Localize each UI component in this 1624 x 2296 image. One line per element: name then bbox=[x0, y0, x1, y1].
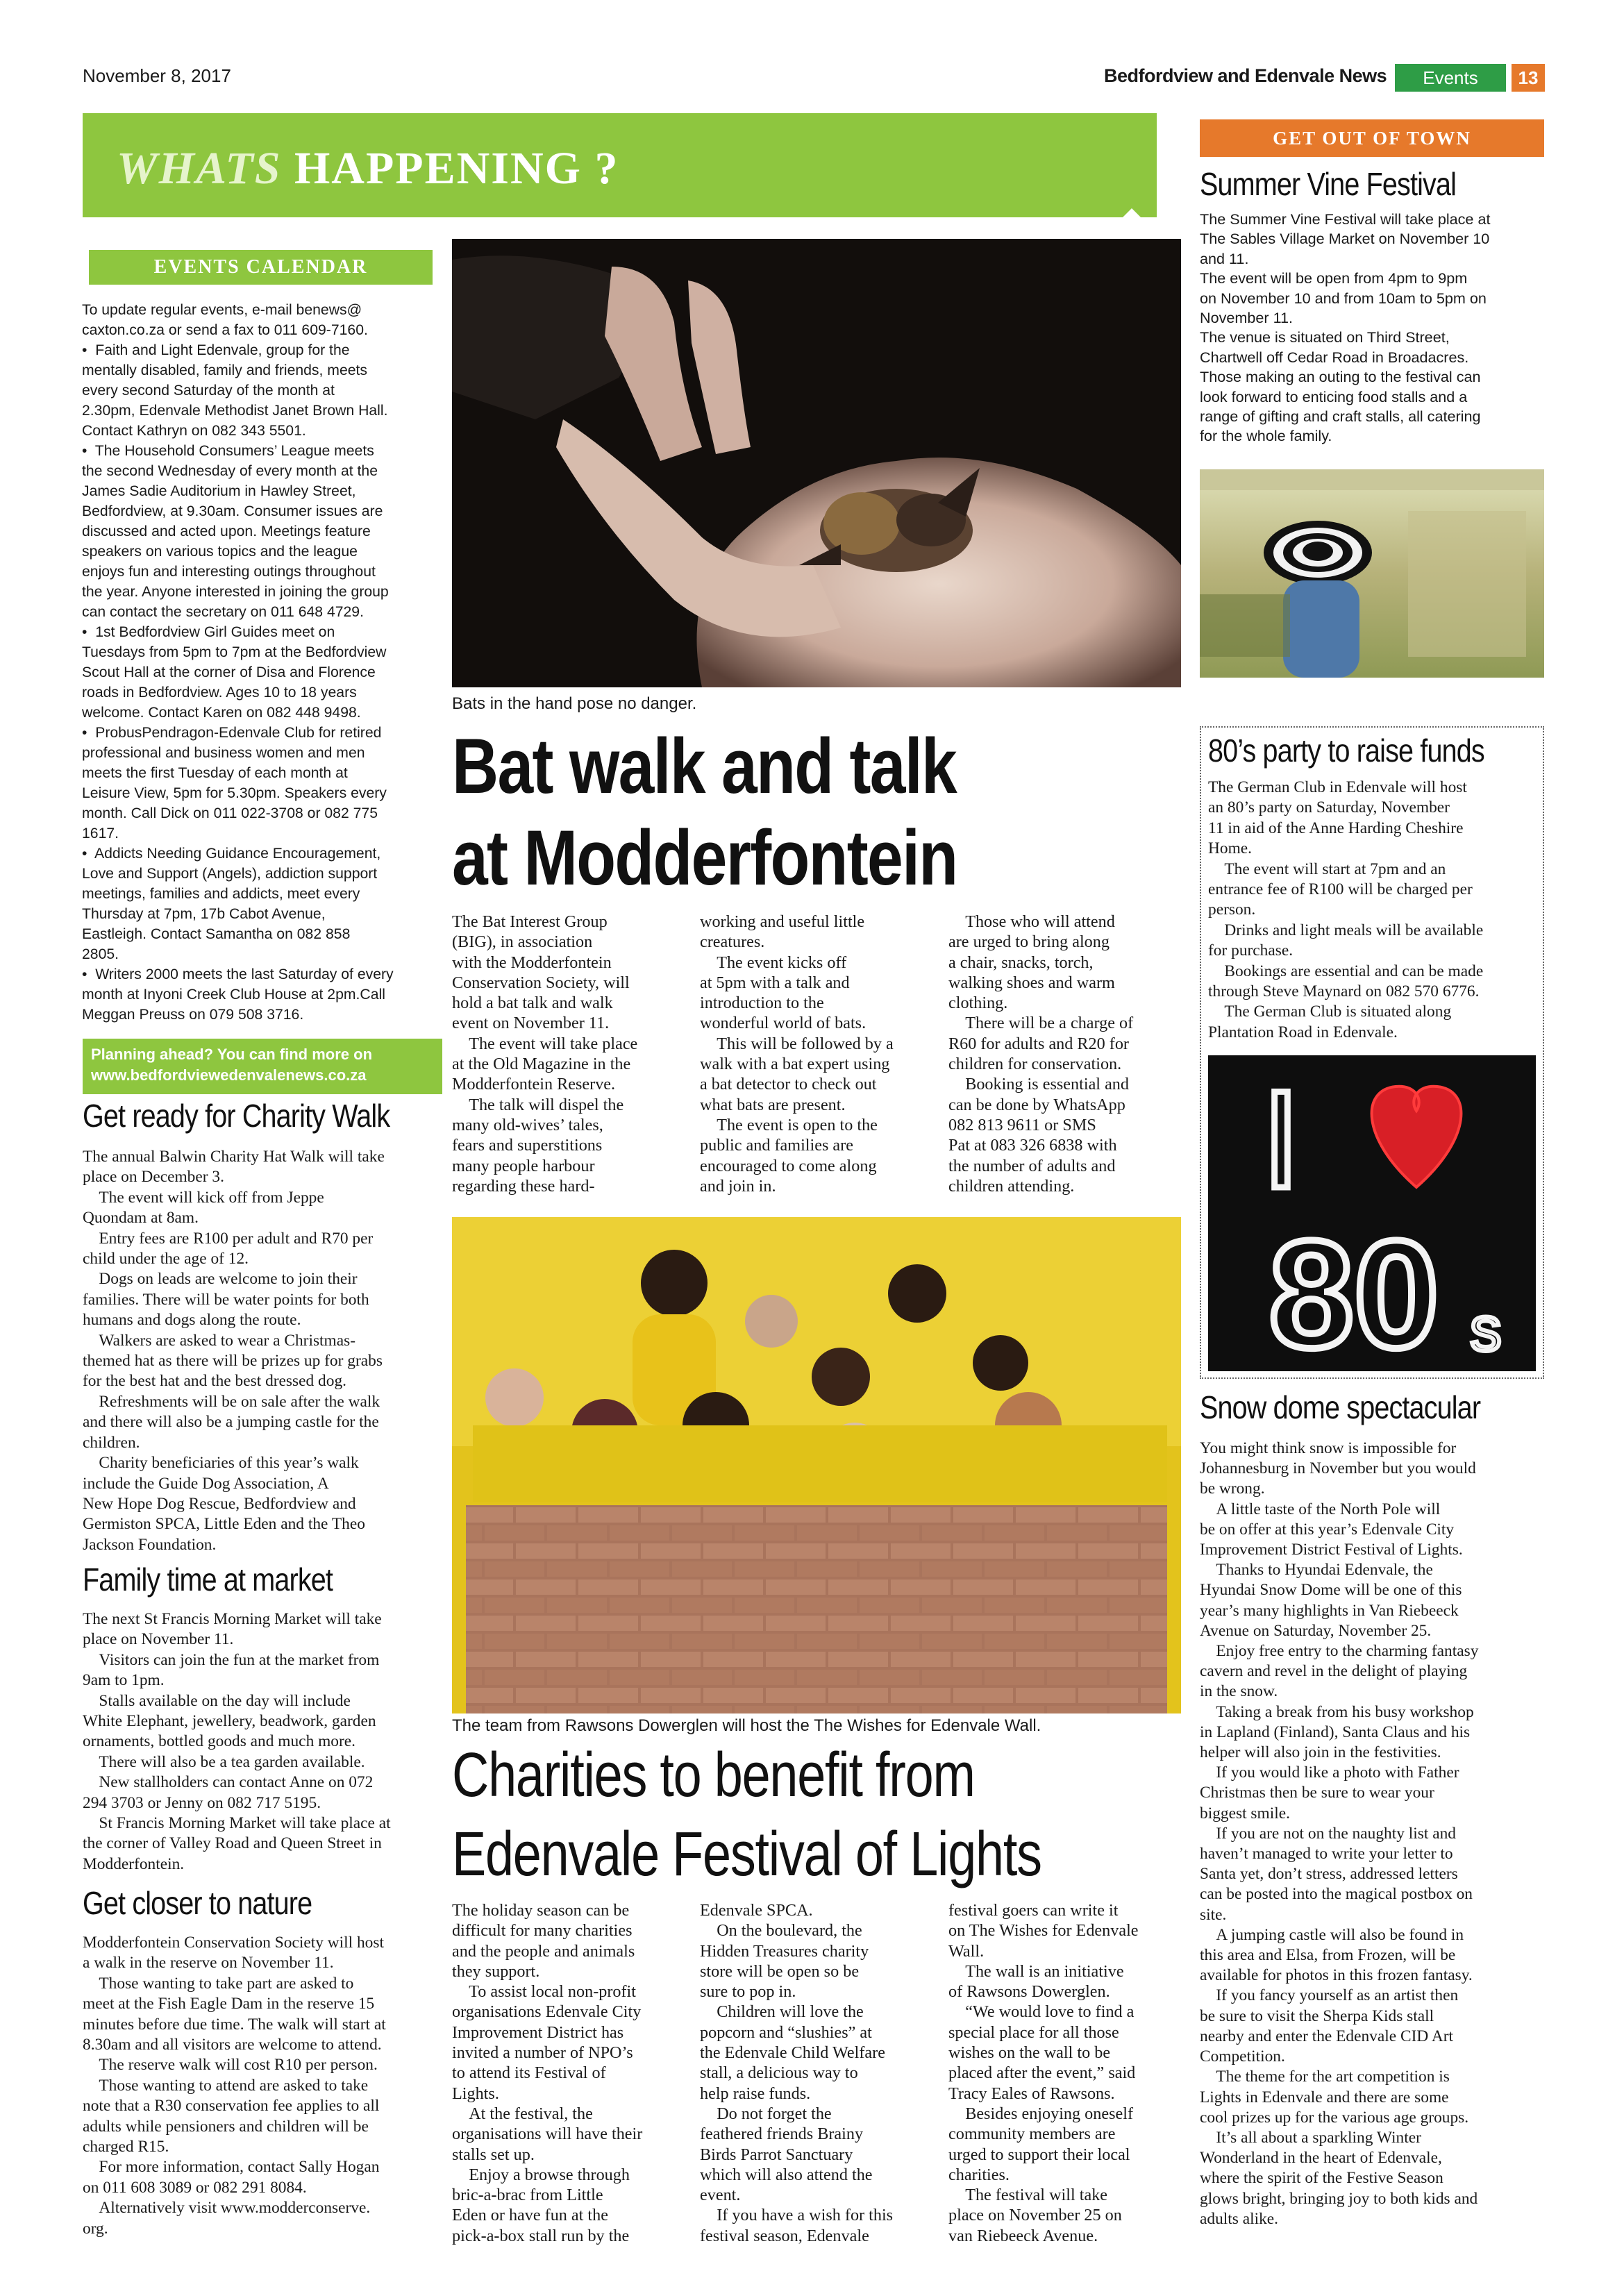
festival-headline-line-1: Charities to benefit from bbox=[452, 1741, 975, 1810]
bat-story-column-3: Those who will attend are urged to bring along a chair, snacks, torch, walking shoes and warm clothing. There will be a charge of R60 for adults and R20 for children for conservation. Booking is essential and can be done by WhatsApp 082 813 9611 or SMS Pat at 083 326 6838 with the number of adults and children attending. bbox=[948, 912, 1134, 1196]
summer-vine-poster bbox=[1200, 469, 1544, 678]
events-calendar-body: To update regular events, e-mail benews@ caxton.co.za or send a fax to 011 609-7160. • Faith and Light Edenvale, group for the mentally disabled, family and friends, meets every second Saturday of the month at 2.30pm, Edenvale Methodist Janet Brown Hall. Contact Kathryn on 082 343 5501. • The Household Consumers’ League meets the second Wednesday of every month at the James Sadie Auditorium in Hawley Street, Bedfordview, at 9.30am. Consumer issues are discussed and acted upon. Meetings feature speakers on various topics and the league enjoys fun and interesting outings throughout the year. Anyone interested in joining the group can contact the secretary on 011 648 4729. • 1st Bedfordview Girl Guides meet on Tuesdays from 5pm to 7pm at the Bedfordview Scout Hall at the corner of Disa and Florence roads in Bedfordview. Ages 10 to 18 years welcome. Contact Karen on 082 448 9498. • ProbusPendragon-Edenvale Club for retired professional and business women and men meets the first Tuesday of each month at Leisure View, 5pm for 5.30pm. Speakers every month. Call Dick on 011 022-3708 or 082 775 1617. • Addicts Needing Guidance Encouragement, Love and Support (Angels), addiction support meetings, families and addicts, meet every Thursday at 7pm, 17b Cabot Avenue, Eastleigh. Contact Samantha on 082 858 2805. • Writers 2000 meets the last Saturday of every month at Inyoni Creek Club House at 2pm.Call Meggan Preuss on 079 508 3716. bbox=[82, 302, 394, 1023]
nature-body: Modderfontein Conservation Society will host a walk in the reserve on November 11. Those wanting to take part are asked to meet at the Fish Eagle Dam in the reserve 15 minutes before due time. The walk will start at 8.30am and all visitors are welcome to attend. The reserve walk will cost R10 per person. Those wanting to attend are asked to take note that a R30 conservation fee applies to all adults while pensioners and children will be charged R15. For more information, contact Sally Hogan on 011 608 3089 or 082 291 8084. Alternatively visit www.modderconserve. org. bbox=[83, 1934, 386, 2238]
banner-title-italic: WHATS bbox=[117, 143, 282, 194]
sign-letter-i: I bbox=[1262, 1062, 1300, 1217]
team-photo-image bbox=[452, 1217, 1181, 1713]
festival-story-column-2: Edenvale SPCA. On the boulevard, the Hidden Treasures charity store will be open so be sure to pop in. Children will love the popcorn and “slushies” at the Edenvale Child Welfare stall, a delicious way to help raise funds. Do not forget the feathered friends Brainy Birds Parrot Sanctuary which will also attend the event. If you have a wish for this festival season, Edenvale bbox=[700, 1901, 894, 2245]
festival-headline-line-2: Edenvale Festival of Lights bbox=[452, 1820, 1041, 1889]
planning-ahead-box bbox=[83, 1039, 442, 1094]
snow-dome-heading bbox=[1200, 1389, 1526, 1426]
snow-dome-heading-text: Snow dome spectacular bbox=[1200, 1389, 1481, 1425]
i-love-80s-sign bbox=[1208, 1055, 1536, 1371]
newspaper-name: Bedfordview and Edenvale News bbox=[1104, 65, 1387, 86]
team-photo-caption: The team from Rawsons Dowerglen will host the The Wishes for Edenvale Wall. bbox=[452, 1716, 1041, 1735]
summer-vine-body: The Summer Vine Festival will take place at The Sables Village Market on November 10 and 11. The event will be open from 4pm to 9pm on November 10 and from 10am to 5pm on November 11. The venue is situated on Third Street, Chartwell off Cedar Road in Broadacres. Those making an outing to the festival can look forward to enticing food stalls and a range of gifting and craft stalls, all catering for the whole family. bbox=[1200, 210, 1491, 445]
bat-photo-image bbox=[452, 239, 1181, 687]
snow-dome-body: You might think snow is impossible for Johannesburg in November but you would be wrong. A little taste of the North Pole will be on offer at this year’s Edenvale City Improvement District Festival of Lights. Thanks to Hyundai Edenvale, the Hyundai Snow Dome will be one of this year’s many highlights in Van Riebeeck Avenue on Saturday, November 25. Enjoy free entry to the charming fantasy cavern and revel in the delight of playing in the snow. Taking a break from his busy workshop in Lapland (Finland), Santa Claus and his helper will also join in the festivities. If you would like a photo with Father Christmas then be sure to wear your biggest smile. If you are not on the naughty list and haven’t managed to write your letter to Santa yet, don’t stress, addressed letters can be posted into the magical postbox on site. A jumping castle will also be found in this area and Elsa, from Frozen, will be available for photos in this frozen fantasy. If you fancy yourself as an artist then be sure to visit the Sherpa Kids stall nearby and enter the Edenvale CID Art Competition. The theme for the art competition is Lights in Edenvale and there are some cool prizes up for the various age groups. It’s all about a sparkling Winter Wonderland in the heart of Edenvale, where the spirit of the Festive Season glows bright, bringing joy to both kids and adults alike. bbox=[1200, 1439, 1479, 2228]
charity-walk-heading bbox=[83, 1097, 440, 1134]
page-number: 13 bbox=[1512, 64, 1545, 92]
summer-vine-heading bbox=[1200, 165, 1498, 203]
festival-story-column-1: The holiday season can be difficult for many charities and the people and animals they support. To assist local non-profit organisations Edenvale City Improvement District has invited a number of NPO’s to attend its Festival of Lights. At the festival, the organisations will have their stalls set up. Enjoy a browse through bric-a-brac from Little Eden or have fun at the pick-a-box stall run by the bbox=[452, 1901, 643, 2245]
party-80s-heading bbox=[1208, 732, 1530, 769]
bat-story-column-1: The Bat Interest Group (BIG), in association with the Modderfontein Conservation Society, will hold a bat talk and walk event on November 11. The event will take place at the Old Magazine in the Modderfontein Reserve. The talk will dispel the many old-wives’ tales, fears and superstitions many people harbour regarding these hard- bbox=[452, 912, 638, 1196]
summer-vine-poster-image bbox=[1200, 469, 1544, 678]
family-market-heading-text: Family time at market bbox=[83, 1561, 333, 1598]
charity-walk-body: The annual Balwin Charity Hat Walk will take place on December 3. The event will kick off from Jeppe Quondam at 8am. Entry fees are R100 per adult and R70 per child under the age of 12. Dogs on leads are welcome to join their families. There will be water points for both humans and dogs along the route. Walkers are asked to wear a Christmas- themed hat as there will be prizes up for grabs for the best hat and the best dressed dog. Refreshments will be on sale after the walk and there will also be a jumping castle for the children. Charity beneficiaries of this year’s walk include the Guide Dog Association, A New Hope Dog Rescue, Bedfordview and Germiston SPCA, Little Eden and the Theo Jackson Foundation. bbox=[83, 1148, 385, 1554]
banner-notch bbox=[1111, 208, 1153, 229]
events-calendar-heading: EVENTS CALENDAR bbox=[89, 250, 433, 285]
nature-heading-text: Get closer to nature bbox=[83, 1885, 312, 1921]
sign-letter-s: s bbox=[1470, 1295, 1502, 1364]
banner-title bbox=[117, 142, 619, 195]
party-80s-heading-text: 80’s party to raise funds bbox=[1208, 732, 1484, 769]
i-love-80s-image bbox=[1208, 1055, 1536, 1371]
family-market-body: The next St Francis Morning Market will take place on November 11. Visitors can join the fun at the market from 9am to 1pm. Stalls available on the day will include White Elephant, jewellery, beadwork, garden ornaments, bottled goods and much more. There will also be a tea garden available. New stallholders can contact Anne on 072 294 3703 or Jenny on 082 717 5195. St Francis Morning Market will take place at the corner of Valley Road and Queen Street in Modderfontein. bbox=[83, 1610, 391, 1873]
planning-ahead-text: Planning ahead? You can find more on www.bedfordviewedenvalenews.co.za bbox=[91, 1046, 373, 1084]
section-tab: Events bbox=[1395, 64, 1506, 92]
festival-headline bbox=[452, 1736, 1171, 1894]
sign-number-80: 80 bbox=[1269, 1209, 1439, 1371]
nature-heading bbox=[83, 1884, 349, 1922]
issue-date: November 8, 2017 bbox=[83, 65, 231, 86]
family-market-heading bbox=[83, 1561, 374, 1598]
festival-story-column-3: festival goers can write it on The Wishes for Edenvale Wall. The wall is an initiative of Rawsons Dowerglen. “We would love to find a special place for all those wishes on the wall to be placed after the event,” said Tracy Eales of Rawsons. Besides enjoying oneself community members are urged to support their local charities. The festival will take place on November 25 on van Riebeeck Avenue. bbox=[948, 1901, 1139, 2245]
banner-title-rest: HAPPENING ? bbox=[281, 143, 619, 194]
party-80s-body: The German Club in Edenvale will host an 80’s party on Saturday, November 11 in aid of the Anne Harding Cheshire Home. The event will start at 7pm and an entrance fee of R100 will be charged per person. Drinks and light meals will be available for purchase. Bookings are essential and can be made through Steve Maynard on 082 570 6776. The German Club is situated along Plantation Road in Edenvale. bbox=[1208, 778, 1484, 1041]
charity-walk-heading-text: Get ready for Charity Walk bbox=[83, 1098, 390, 1134]
bat-story-column-2: working and useful little creatures. The event kicks off at 5pm with a talk and introduction to the wonderful world of bats. This will be followed by a walk with a bat expert using a bat detector to check out what bats are present. The event is open to the public and families are encouraged to come along and join in. bbox=[700, 912, 894, 1196]
get-out-of-town-heading: GET OUT OF TOWN bbox=[1200, 119, 1544, 157]
bat-headline-line-1: Bat walk and talk bbox=[452, 723, 957, 810]
summer-vine-heading-text: Summer Vine Festival bbox=[1200, 166, 1457, 202]
team-photo bbox=[452, 1217, 1181, 1713]
bat-photo bbox=[452, 239, 1181, 687]
bat-headline-line-2: at Modderfontein bbox=[452, 814, 957, 901]
bat-photo-caption: Bats in the hand pose no danger. bbox=[452, 694, 697, 713]
bat-headline bbox=[452, 721, 1060, 904]
